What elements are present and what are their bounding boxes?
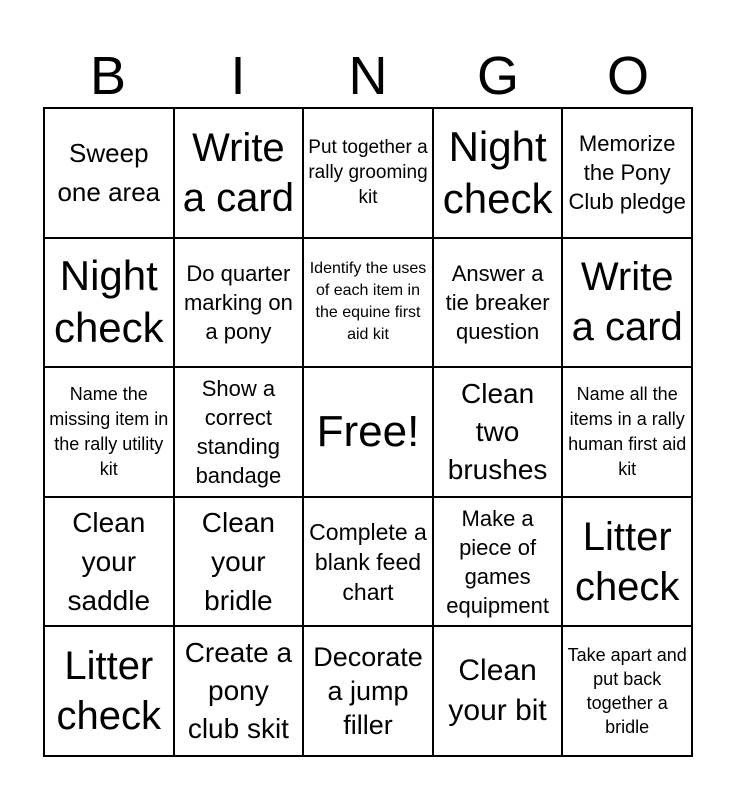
cell-text: Write a card	[571, 255, 683, 350]
bingo-cell[interactable]	[44, 497, 174, 627]
bingo-cell[interactable]	[303, 626, 433, 756]
cell-text: Sweep one area	[57, 137, 161, 207]
bingo-cell[interactable]	[303, 108, 433, 238]
cell-text: Complete a blank feed chart	[309, 518, 427, 605]
cell-text: Answer a tie breaker question	[445, 260, 550, 344]
bingo-cell[interactable]	[433, 238, 563, 368]
cell-text: Decorate a jump filler	[313, 642, 423, 741]
cell-text: Clean your bit	[448, 654, 547, 728]
bingo-cell[interactable]	[433, 626, 563, 756]
header-letter-i: I	[230, 46, 246, 106]
cell-text: Night check	[442, 122, 553, 222]
bingo-cell[interactable]	[174, 367, 304, 497]
bingo-cell[interactable]	[433, 497, 563, 627]
bingo-cell[interactable]	[562, 238, 692, 368]
cell-text: Put together a rally grooming kit	[308, 137, 428, 209]
cell-text: Name all the items in a rally human first aid kit	[568, 383, 687, 479]
cell-text: Create a pony club skit	[184, 637, 293, 745]
cell-text: Take apart and put back together a bridle	[567, 645, 687, 738]
bingo-cell-free[interactable]	[303, 367, 433, 497]
bingo-cell[interactable]	[44, 238, 174, 368]
bingo-grid	[43, 107, 693, 757]
header-letter-o: O	[606, 46, 649, 106]
bingo-header	[43, 44, 693, 108]
cell-text: Litter check	[56, 644, 162, 739]
free-space-text: Free!	[316, 406, 420, 456]
header-letter-g: G	[476, 46, 519, 106]
cell-text: Clean your saddle	[67, 507, 151, 617]
header-letter-n: N	[348, 46, 388, 106]
cell-text: Make a piece of games equipment	[446, 505, 549, 618]
bingo-cell[interactable]	[303, 497, 433, 627]
bingo-cell[interactable]	[433, 367, 563, 497]
bingo-cell[interactable]	[562, 367, 692, 497]
bingo-cell[interactable]	[174, 238, 304, 368]
cell-text: Write a card	[182, 125, 294, 220]
bingo-cell[interactable]	[562, 108, 692, 238]
cell-text: Litter check	[574, 514, 680, 609]
cell-text: Memorize the Pony Club pledge	[568, 131, 686, 215]
header-letter-b: B	[89, 46, 127, 106]
cell-text: Name the missing item in the rally utility kit	[49, 383, 169, 479]
cell-text: Do quarter marking on a pony	[183, 260, 293, 344]
cell-text: Show a correct standing bandage	[195, 375, 282, 488]
bingo-cell[interactable]	[44, 108, 174, 238]
cell-text: Night check	[53, 252, 164, 352]
cell-text: Clean your bridle	[201, 507, 275, 617]
bingo-cell[interactable]	[303, 238, 433, 368]
bingo-cell[interactable]	[174, 497, 304, 627]
bingo-cell[interactable]	[44, 367, 174, 497]
bingo-cell[interactable]	[174, 108, 304, 238]
bingo-cell[interactable]	[562, 626, 692, 756]
bingo-cell[interactable]	[562, 497, 692, 627]
cell-text: Clean two brushes	[447, 377, 548, 485]
bingo-cell[interactable]	[44, 626, 174, 756]
bingo-cell[interactable]	[433, 108, 563, 238]
bingo-cell[interactable]	[174, 626, 304, 756]
cell-text: Identify the uses of each item in the equine first aid kit	[309, 260, 427, 344]
